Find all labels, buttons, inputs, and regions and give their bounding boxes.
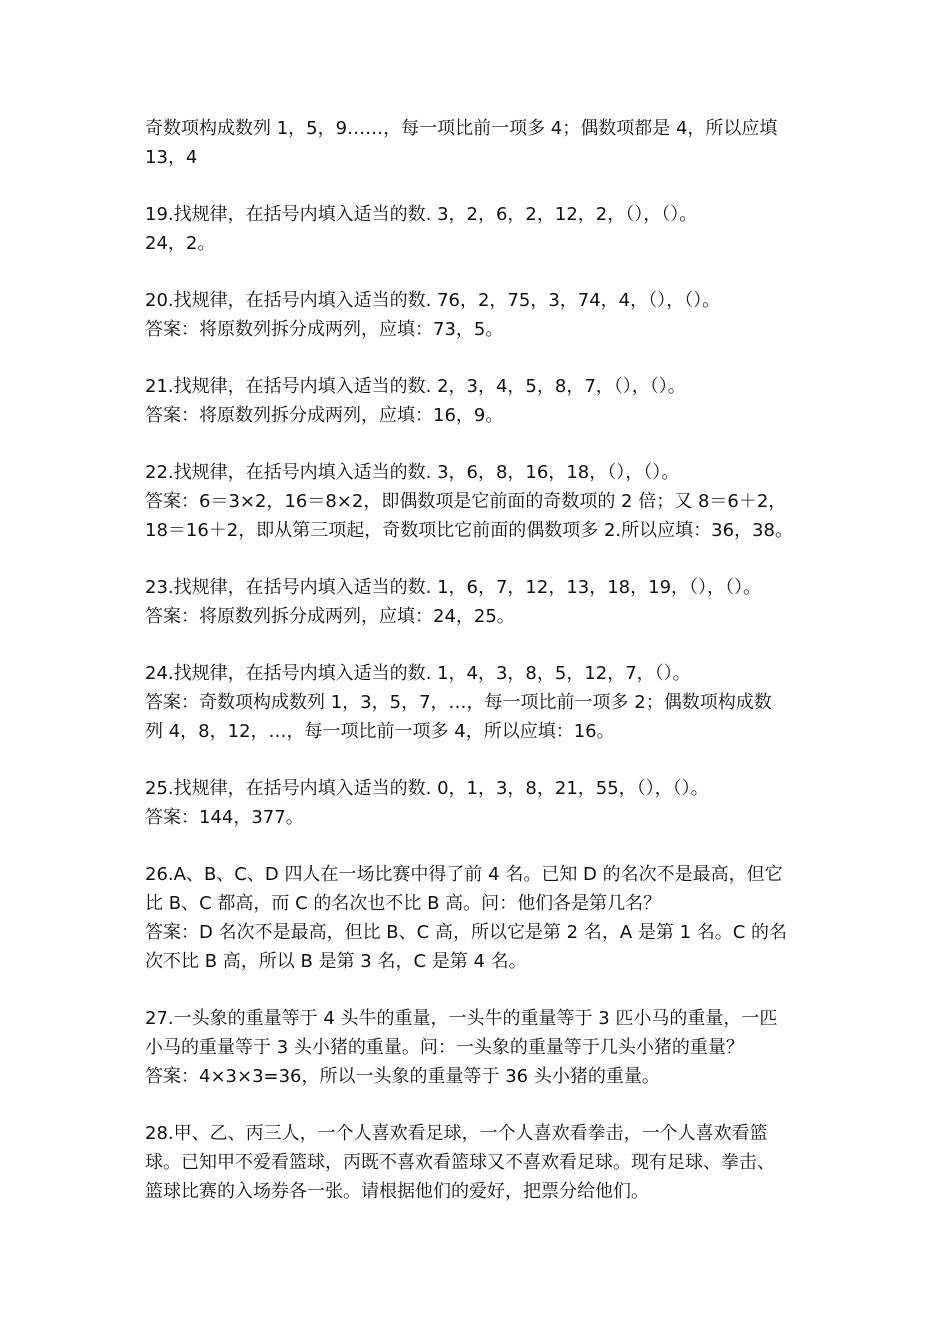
text-block <box>145 573 813 631</box>
text-line: 答案：6＝3×2，16＝8×2，即偶数项是它前面的奇数项的 2 倍；又 8＝6＋2， <box>145 491 787 512</box>
text-line: 23.找规律，在括号内填入适当的数. 1，6，7，12，13，18，19，（），（）。 <box>145 577 762 598</box>
text-line: 27.一头象的重量等于 4 头牛的重量，一头牛的重量等于 3 匹小马的重量，一匹 <box>145 1008 778 1029</box>
text-line: 答案：将原数列拆分成两列，应填：16，9。 <box>145 405 504 426</box>
text-line: 24，2。 <box>145 233 216 254</box>
text-block <box>145 200 813 258</box>
text-line: 22.找规律，在括号内填入适当的数. 3，6，8，16，18，（），（）。 <box>145 462 680 483</box>
text-line: 答案：D 名次不是最高，但比 B、C 高，所以它是第 2 名，A 是第 1 名。C 的名 <box>145 922 788 943</box>
text-block <box>145 458 813 545</box>
text-line: 球。已知甲不爱看篮球，丙既不喜欢看篮球又不喜欢看足球。现有足球、拳击、 <box>145 1152 775 1173</box>
text-line: 24.找规律，在括号内填入适当的数. 1，4，3，8，5，12，7，（）。 <box>145 663 691 684</box>
text-line: 篮球比赛的入场券各一张。请根据他们的爱好，把票分给他们。 <box>145 1181 649 1202</box>
text-line: 13，4 <box>145 147 198 168</box>
text-line: 18＝16＋2，即从第三项起，奇数项比它前面的偶数项多 2.所以应填：36，38。 <box>145 520 793 541</box>
text-block <box>145 1004 813 1091</box>
document-body <box>145 114 813 1234</box>
text-line: 答案：奇数项构成数列 1，3，5，7，…，每一项比前一项多 2；偶数项构成数 <box>145 692 772 713</box>
text-line: 奇数项构成数列 1，5，9……，每一项比前一项多 4；偶数项都是 4，所以应填 <box>145 118 778 139</box>
text-line: 25.找规律，在括号内填入适当的数. 0，1，3，8，21，55，（），（）。 <box>145 778 709 799</box>
text-block <box>145 1119 813 1206</box>
text-line: 21.找规律，在括号内填入适当的数. 2，3，4，5，8，7，（），（）。 <box>145 376 686 397</box>
text-line: 20.找规律，在括号内填入适当的数. 76，2，75，3，74，4，（），（）。 <box>145 290 721 311</box>
text-block <box>145 114 813 172</box>
text-line: 答案：144，377。 <box>145 807 304 828</box>
text-line: 次不比 B 高，所以 B 是第 3 名，C 是第 4 名。 <box>145 951 527 972</box>
text-line: 答案：将原数列拆分成两列，应填：73，5。 <box>145 319 504 340</box>
text-line: 小马的重量等于 3 头小猪的重量。问：一头象的重量等于几头小猪的重量？ <box>145 1037 744 1058</box>
text-block <box>145 659 813 746</box>
text-block <box>145 860 813 976</box>
text-block <box>145 286 813 344</box>
text-line: 28.甲、乙、丙三人，一个人喜欢看足球，一个人喜欢看拳击，一个人喜欢看篮 <box>145 1123 768 1144</box>
text-line: 比 B、C 都高，而 C 的名次也不比 B 高。问：他们各是第几名？ <box>145 893 662 914</box>
text-line: 答案：4×3×3=36，所以一头象的重量等于 36 头小猪的重量。 <box>145 1066 660 1087</box>
text-line: 列 4，8，12，…，每一项比前一项多 4，所以应填：16。 <box>145 721 615 742</box>
text-line: 19.找规律，在括号内填入适当的数. 3，2，6，2，12，2，（），（）。 <box>145 204 698 225</box>
text-line: 答案：将原数列拆分成两列，应填：24，25。 <box>145 606 515 627</box>
text-block <box>145 372 813 430</box>
text-line: 26.A、B、C、D 四人在一场比赛中得了前 4 名。已知 D 的名次不是最高，但它 <box>145 864 783 885</box>
text-block <box>145 774 813 832</box>
